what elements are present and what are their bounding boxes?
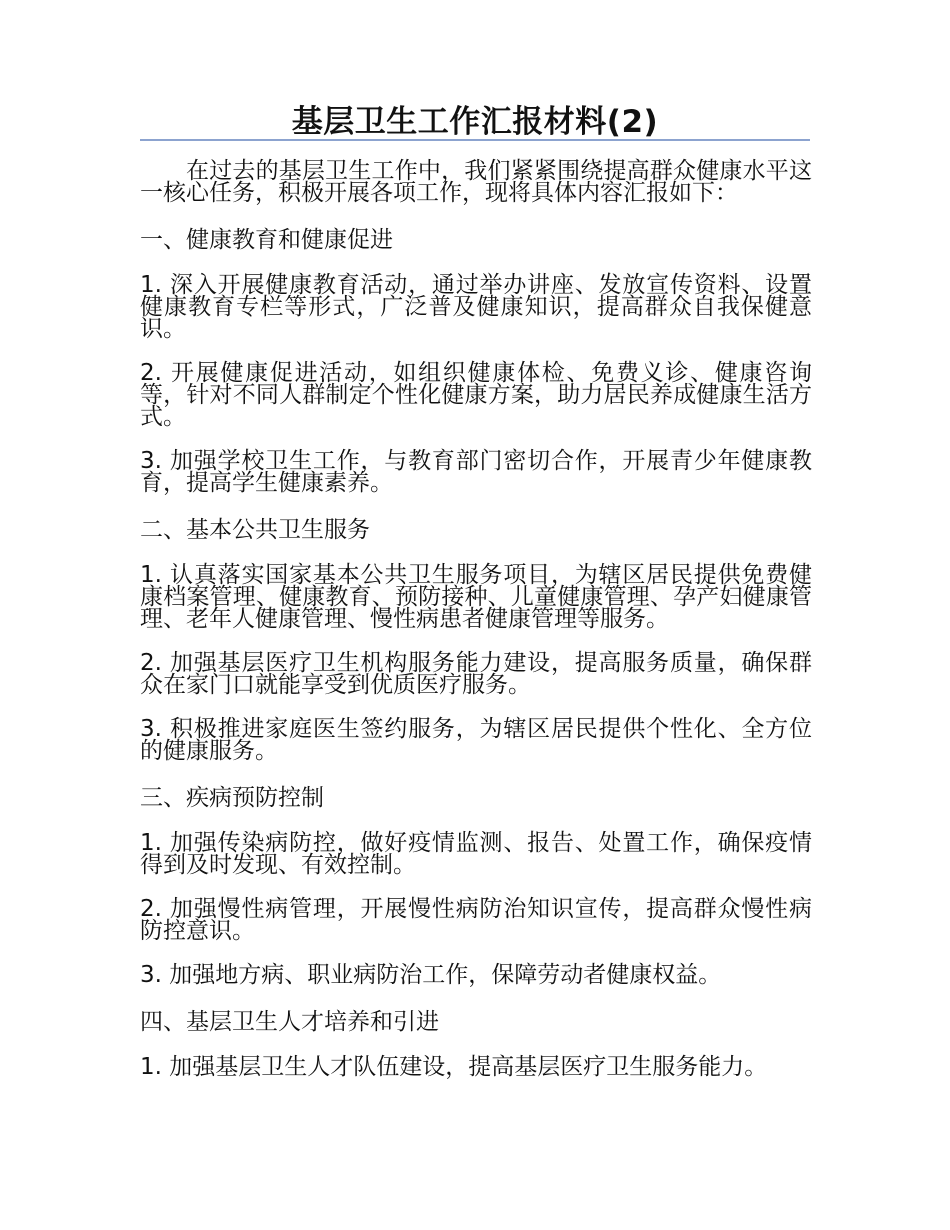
section-heading: 一、健康教育和健康促进 <box>140 227 393 253</box>
section-item: 2. 加强基层医疗卫生机构服务能力建设，提高服务质量，确保群众在家门口就能享受到优质医疗服务。 <box>140 650 812 698</box>
section-item: 1. 加强传染病防控，做好疫情监测、报告、处置工作，确保疫情得到及时发现、有效控制。 <box>140 830 812 878</box>
section-talent-training <box>140 1008 812 1078</box>
document-body <box>140 160 812 1100</box>
section-heading: 三、疾病预防控制 <box>140 785 324 811</box>
section-item: 3. 积极推进家庭医生签约服务，为辖区居民提供个性化、全方位的健康服务。 <box>140 716 812 764</box>
section-heading: 二、基本公共卫生服务 <box>140 517 370 543</box>
title-underline <box>140 139 810 141</box>
section-item: 3. 加强学校卫生工作，与教育部门密切合作，开展青少年健康教育，提高学生健康素养。 <box>140 448 812 496</box>
document-title: 基层卫生工作汇报材料(2) <box>291 104 659 140</box>
section-item: 3. 加强地方病、职业病防治工作，保障劳动者健康权益。 <box>140 962 722 988</box>
section-health-education <box>140 226 812 494</box>
section-public-health-services <box>140 516 812 762</box>
section-item: 2. 开展健康促进活动，如组织健康体检、免费义诊、健康咨询等，针对不同人群制定个性化健康方案，助力居民养成健康生活方式。 <box>140 360 812 430</box>
section-item: 2. 加强慢性病管理，开展慢性病防治知识宣传，提高群众慢性病防控意识。 <box>140 896 812 944</box>
section-heading: 四、基层卫生人才培养和引进 <box>140 1009 439 1035</box>
intro-paragraph: 在过去的基层卫生工作中，我们紧紧围绕提高群众健康水平这一核心任务，积极开展各项工作，现将具体内容汇报如下： <box>140 158 812 206</box>
section-disease-control <box>140 784 812 986</box>
section-item: 1. 深入开展健康教育活动，通过举办讲座、发放宣传资料、设置健康教育专栏等形式，广泛普及健康知识，提高群众自我保健意识。 <box>140 272 812 342</box>
section-item: 1. 加强基层卫生人才队伍建设，提高基层医疗卫生服务能力。 <box>140 1054 768 1080</box>
section-item: 1. 认真落实国家基本公共卫生服务项目，为辖区居民提供免费健康档案管理、健康教育、预防接种、儿童健康管理、孕产妇健康管理、老年人健康管理、慢性病患者健康管理等服务。 <box>140 562 812 632</box>
